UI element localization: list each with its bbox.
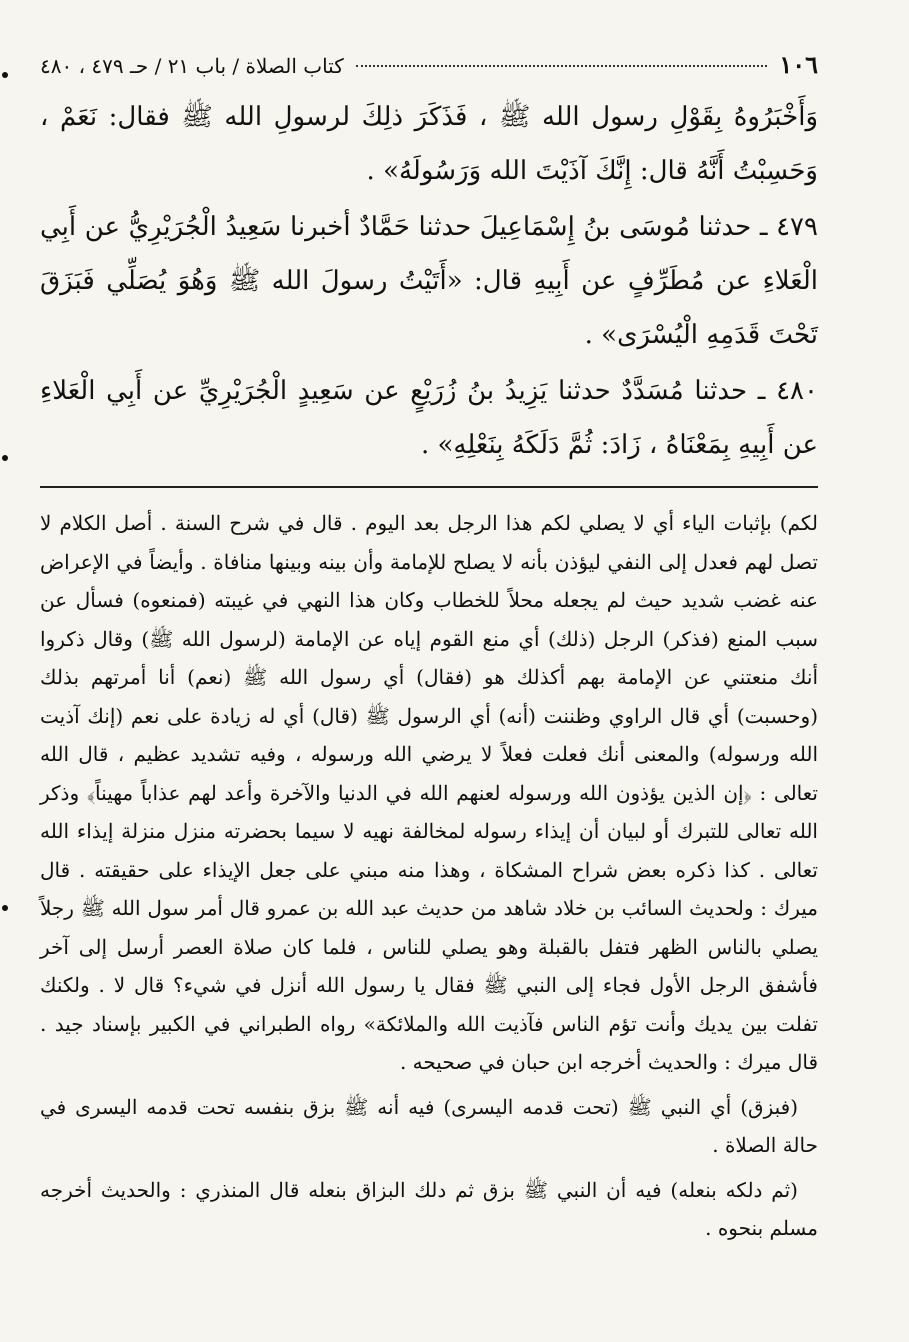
hadith-paragraph: ٤٧٩ ـ حدثنا مُوسَى بنُ إِسْمَاعِيلَ حدثنا حَمَّادٌ أخبرنا سَعِيدُ الْجُرَيْرِيُّ عن أَبِي الْعَلاءِ عن مُطَرِّفٍ عن أَبِيهِ قال: «أَتَيْتُ رسولَ الله ﷺ وَهُوَ يُصَلِّي فَبَزَقَ تَحْتَ قَدَمِهِ الْيُسْرَى» . <box>40 212 818 350</box>
margin-dot <box>2 455 8 461</box>
hadith-paragraph: ٤٨٠ ـ حدثنا مُسَدَّدٌ حدثنا يَزِيدُ بنُ زُرَيْعٍ عن سَعِيدٍ الْجُرَيْرِيِّ عن أَبِي الْعَلاءِ عن أَبِيهِ بِمَعْنَاهُ ، زَادَ: ثُمَّ دَلَكَهُ بِنَعْلِهِ» . <box>40 376 818 460</box>
margin-dot <box>2 72 8 78</box>
commentary-paragraph: (فبزق) أي النبي ﷺ (تحت قدمه اليسرى) فيه أنه ﷺ بزق بنفسه تحت قدمه اليسرى في حالة الصلاة . <box>40 1094 818 1157</box>
commentary-paragraph: لكم) بإثبات الياء أي لا يصلي لكم هذا الرجل بعد اليوم . قال في شرح السنة . أصل الكلام لا تصل لهم فعدل إلى النفي ليؤذن بأنه لا يصلح للإمامة وأن بينه وبينها منافاة . وأيضاً في الإعراض عنه غضب شديد حيث لم يجعله محلاً للخطاب وكان هذا النهي في غيبته (فمنعوه) فسأل عن سبب المنع (فذكر) الرجل (ذلك) أي منع القوم إياه عن الإمامة (لرسول الله ﷺ) وقال ذكروا أنك منعتني عن الإمامة بهم أكذلك هو (فقال) أي رسول الله ﷺ (نعم) أنا أمرتهم بذلك (وحسبت) أي قال الراوي وظننت (أنه) أي الرسول ﷺ (قال) أي له زيادة على نعم (إنك آذيت الله ورسوله) والمعنى أنك فعلت فعلاً لا يرضي الله ورسوله ، وفيه تشديد عظيم ، قال الله تعالى : ﴿إن الذين يؤذون الله ورسوله لعنهم الله في الدنيا والآخرة وأعد لهم عذاباً مهيناً﴾ وذكر الله تعالى للتبرك أو لبيان أن إيذاء رسوله لمخالفة نهيه لا سيما بحضرته منزل منزلة إيذاء الله تعالى . كذا ذكره بعض شراح المشكاة ، وهذا منه مبني على جعل الإيذاء على حقيقته . قال ميرك : ولحديث السائب بن خلاد شاهد من حديث عبد الله بن عمرو قال أمر سول الله ﷺ رجلاً يصلي بالناس الظهر فتفل بالقبلة وهو يصلي للناس ، فلما كان صلاة العصر أرسل إلى آخر فأشفق الرجل الأول فجاء إلى النبي ﷺ فقال يا رسول الله أنزل في شيء؟ قال لا . ولكنك تفلت بين يديك وأنت تؤم الناس فآذيت الله والملائكة» رواه الطبراني في الكبير بإسناد جيد . قال ميرك : والحديث أخرجه ابن حبان في صحيحه . <box>40 511 819 1074</box>
page-number: ١٠٦ <box>779 50 818 79</box>
header-dotted-leader <box>356 65 768 67</box>
hadith-paragraph: وَأَخْبَرُوهُ بِقَوْلِ رسول الله ﷺ ، فَذَكَرَ ذلِكَ لرسولِ الله ﷺ فقال: نَعَمْ ، وَحَسِبْتُ أَنَّهُ قال: إِنَّكَ آذَيْتَ الله وَرَسُولَهُ» . <box>40 102 818 186</box>
commentary-paragraph: (ثم دلكه بنعله) فيه أن النبي ﷺ بزق ثم دلك البزاق بنعله قال المنذري : والحديث أخرجه مسلم بنحوه . <box>40 1177 818 1240</box>
footnote-divider <box>40 486 818 488</box>
book-page <box>40 50 818 1254</box>
page-header <box>40 50 818 90</box>
running-title: كتاب الصلاة / باب ٢١ / حـ ٤٧٩ ، ٤٨٠ <box>40 54 344 78</box>
margin-dot <box>2 905 8 911</box>
hadith-text <box>40 90 818 472</box>
commentary-text <box>40 504 818 1248</box>
